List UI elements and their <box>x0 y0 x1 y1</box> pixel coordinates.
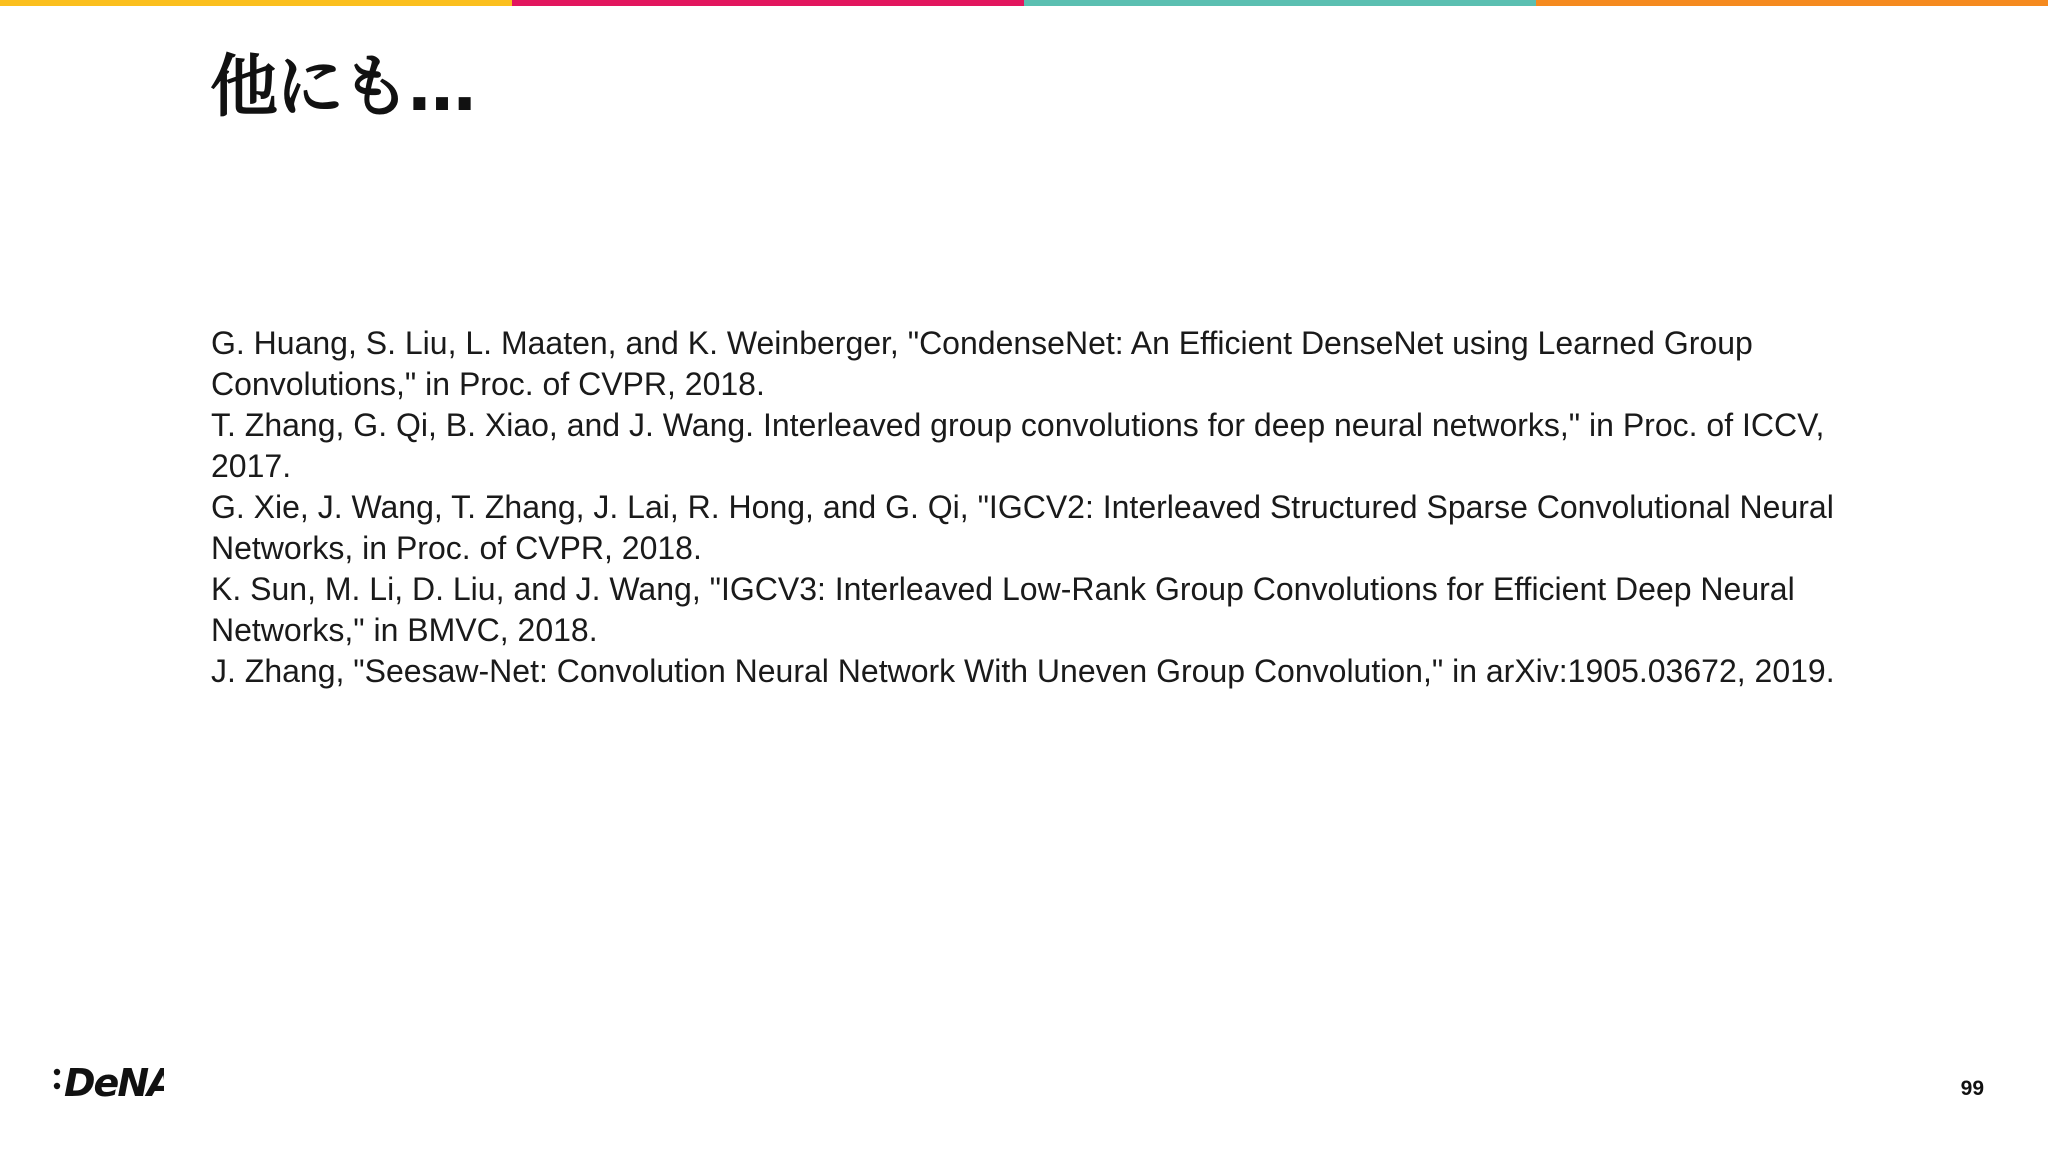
accent-segment-magenta <box>512 0 1024 6</box>
accent-segment-teal <box>1024 0 1536 6</box>
reference-item: K. Sun, M. Li, D. Liu, and J. Wang, "IGCV3: Interleaved Low-Rank Group Convolutions for Efficient Deep Neural Networks," in BMVC, 2018. <box>211 571 1795 648</box>
dena-logo-mark <box>52 1058 164 1104</box>
reference-item: G. Xie, J. Wang, T. Zhang, J. Lai, R. Hong, and G. Qi, "IGCV2: Interleaved Structured Sparse Convolutional Neural Networks, in Proc. of CVPR, 2018. <box>211 489 1834 566</box>
reference-list <box>211 323 1851 692</box>
reference-item: G. Huang, S. Liu, L. Maaten, and K. Weinberger, "CondenseNet: An Efficient DenseNet using Learned Group Convolutions," in Proc. of CVPR, 2018. <box>211 325 1753 402</box>
slide-title: 他にも… <box>210 48 475 127</box>
dena-logo <box>52 1058 164 1104</box>
accent-segment-yellow <box>0 0 512 6</box>
reference-item: T. Zhang, G. Qi, B. Xiao, and J. Wang. Interleaved group convolutions for deep neural networks," in Proc. of ICCV, 2017. <box>211 407 1825 484</box>
reference-item: J. Zhang, "Seesaw-Net: Convolution Neural Network With Uneven Group Convolution," in arXiv:1905.03672, 2019. <box>211 653 1835 689</box>
dena-logo-text: DeNA <box>64 1061 164 1104</box>
accent-color-bar <box>0 0 2048 6</box>
page-number: 99 <box>1960 1077 1984 1100</box>
accent-segment-orange <box>1536 0 2048 6</box>
